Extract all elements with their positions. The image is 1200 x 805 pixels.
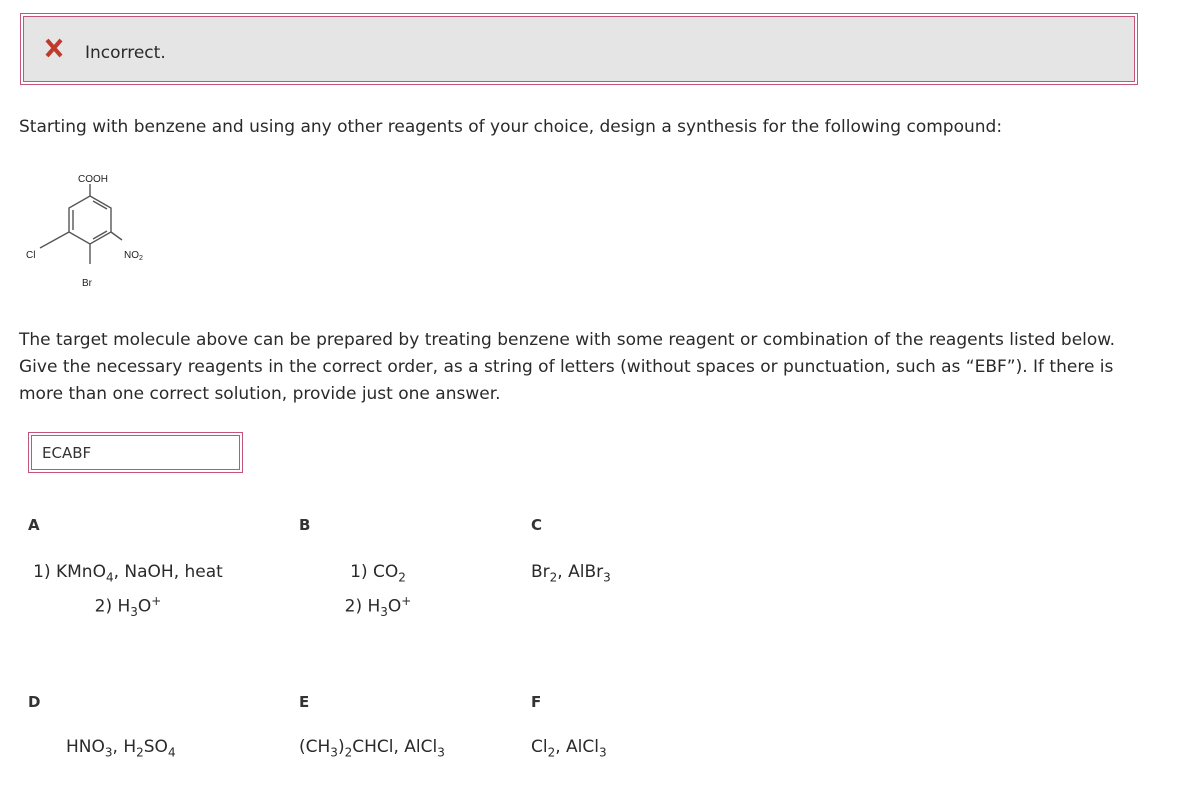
question-instructions: The target molecule above can be prepared by treating benzene with some reagent or combination of the reagents listed below. Give the necessary reagents in the correct order, as a string of letters (without spaces or punctuation, such as “EBF”). If there is more than one correct solution, provide just one answer. bbox=[19, 330, 1116, 404]
reagent-option-c bbox=[531, 560, 611, 589]
reagent-a-line1: 1) KMnO$_4$, NaOH, heat bbox=[33, 562, 223, 585]
reagent-d-line1: $HNO_3$, $H_2SO_4$ bbox=[66, 737, 176, 760]
feedback-banner bbox=[20, 13, 1138, 85]
reagent-option-b bbox=[320, 560, 436, 624]
cooh-label: COOH bbox=[78, 174, 108, 185]
reagent-e-line1: $(CH_3)_2CHCl$, AlCl$_3$ bbox=[299, 737, 445, 760]
reagent-b-line1: 1) $CO_2$ bbox=[350, 562, 406, 585]
answer-input[interactable] bbox=[31, 435, 240, 470]
reagent-letter-e: E bbox=[299, 693, 310, 711]
no2-label: $NO_2$ bbox=[124, 250, 143, 262]
answer-field-frame bbox=[28, 432, 243, 473]
br-label: Br bbox=[82, 278, 92, 289]
cl-label: Cl bbox=[26, 250, 36, 261]
reagent-letter-f: F bbox=[531, 693, 542, 711]
benzene-ring bbox=[40, 184, 122, 264]
feedback-status-text: Incorrect. bbox=[85, 43, 166, 63]
feedback-banner-inner bbox=[23, 16, 1135, 82]
question-prompt: Starting with benzene and using any other reagents of your choice, design a synthesis for the following compound: bbox=[19, 117, 1003, 137]
reagent-b-line2: 2) $H_3O^+$ bbox=[344, 594, 412, 620]
reagent-option-a bbox=[20, 560, 236, 624]
reagent-letter-c: C bbox=[531, 516, 543, 534]
reagent-option-d bbox=[66, 735, 176, 764]
target-molecule-structure bbox=[20, 168, 180, 298]
reagent-f-line1: $Cl_2$, AlCl$_3$ bbox=[531, 737, 607, 760]
reagent-option-e bbox=[299, 735, 445, 764]
close-icon bbox=[44, 37, 64, 59]
reagent-letter-b: B bbox=[299, 516, 311, 534]
reagent-a-line2: 2) $H_3O^+$ bbox=[94, 594, 162, 620]
reagent-option-f bbox=[531, 735, 607, 764]
reagent-c-line1: $Br_2$, AlBr$_3$ bbox=[531, 562, 611, 585]
reagent-letter-d: D bbox=[28, 693, 41, 711]
reagent-letter-a: A bbox=[28, 516, 40, 534]
